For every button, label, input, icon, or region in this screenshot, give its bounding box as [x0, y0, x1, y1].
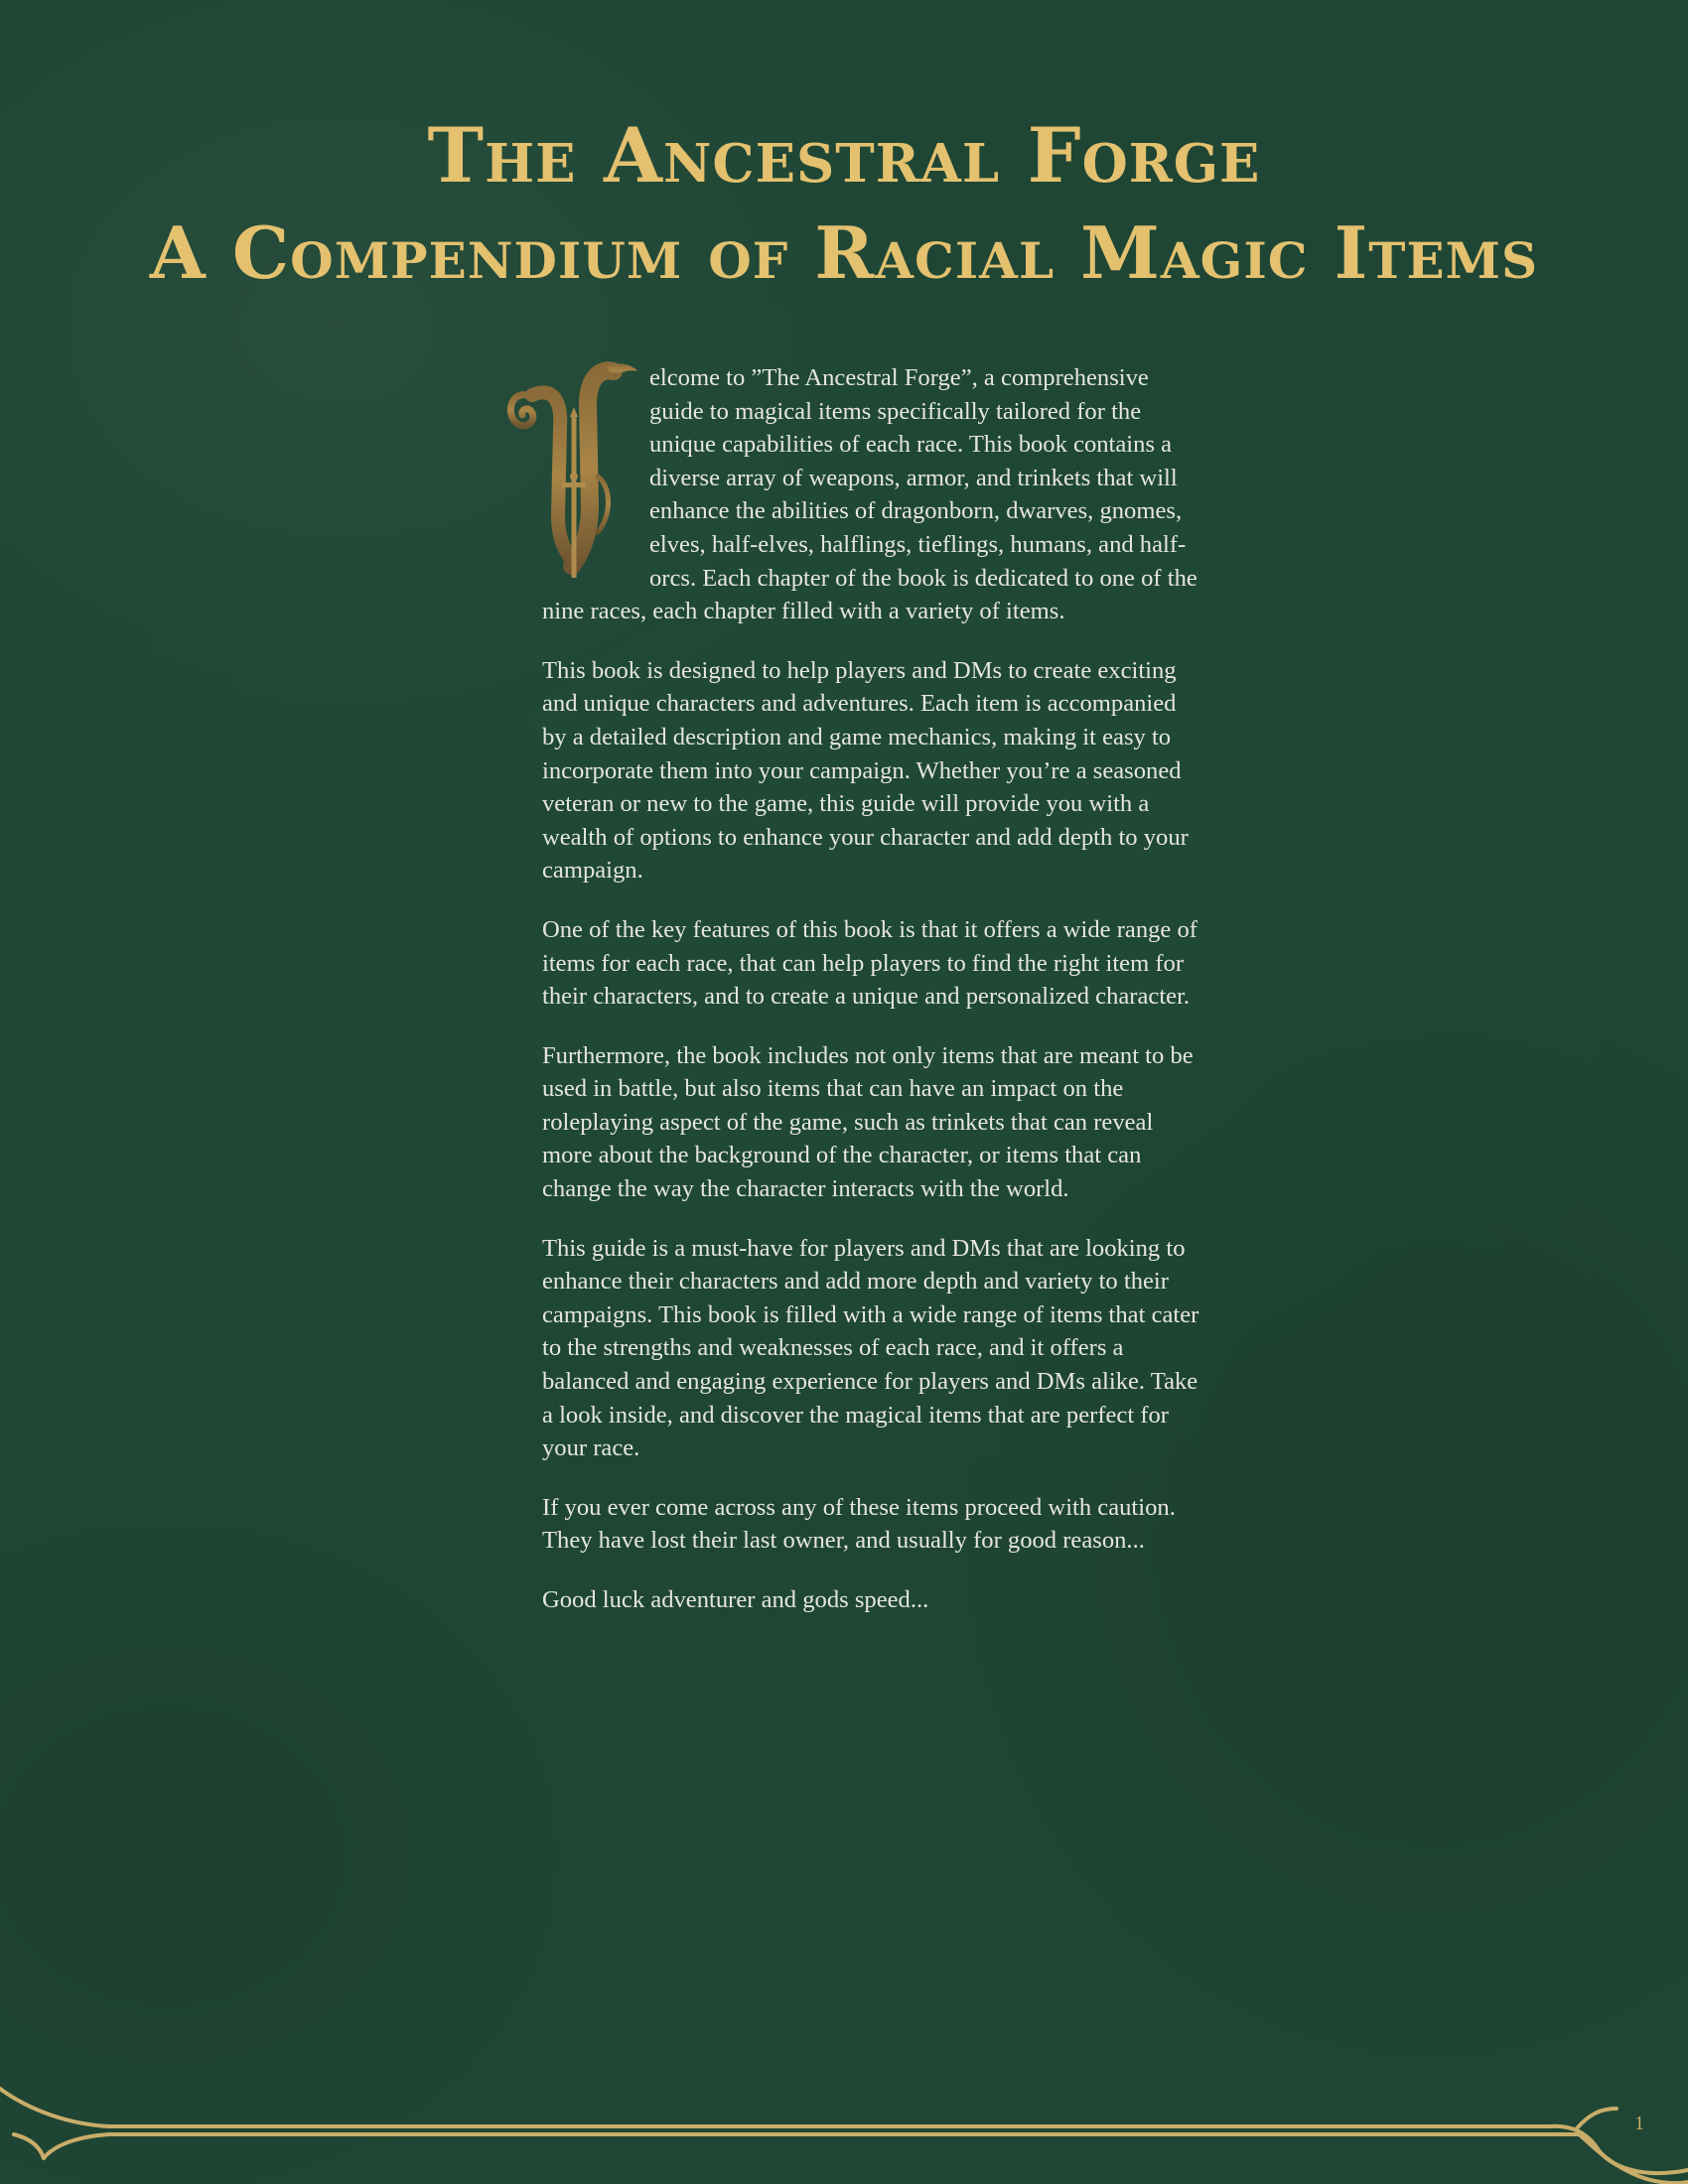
- page-number: 1: [1634, 2113, 1644, 2134]
- footer-ornament: [0, 2075, 1688, 2184]
- paragraph-4: Furthermore, the book includes not only items that are meant to be used in battle, but also items that can have an impact on the roleplaying aspect of the game, such as trinkets that can reveal more about the background of the character, or items that can change the way the character interacts with the world.: [542, 1041, 1194, 1203]
- page-title: [0, 107, 1688, 302]
- paragraph-3: One of the key features of this book is that it offers a wide range of items for each race, that can help players to find the right item for their characters, and to create a unique and personalized character.: [542, 915, 1197, 1011]
- intro-text: [542, 361, 1205, 1643]
- paragraph-1: elcome to ”The Ancestral Forge”, a comprehensive guide to magical items specifically tailored for the unique capabilities of each race. This book contains a diverse array of weapons, armor, and trinkets that will enhance the abilities of dragonborn, dwarves, gnomes, elves, half-elves, halflings, tieflings, humans, and half-orcs. Each chapter of the book is dedicated to one of the nine races, each chapter filled with a variety of items.: [542, 364, 1197, 625]
- paragraph-6: If you ever come across any of these items proceed with caution. They have lost their last owner, and usually for good reason...: [542, 1493, 1176, 1555]
- paragraph-7: Good luck adventurer and gods speed...: [542, 1586, 929, 1613]
- paragraph-2: This book is designed to help players and DMs to create exciting and unique characters and adventures. Each item is accompanied by a detailed description and game mechanics, making it easy to incorporate them into your campaign. Whether you’re a seasoned veteran or new to the game, this guide will provide you with a wealth of options to enhance your character and add depth to your campaign.: [542, 656, 1189, 885]
- dropcap-w-sword-icon: [502, 357, 641, 582]
- paragraph-5: This guide is a must-have for players and DMs that are looking to enhance their characters and add more depth and variety to their campaigns. This book is filled with a wide range of items that cater to the strengths and weaknesses of each race, and it offers a balanced and engaging experience for players and DMs alike. Take a look inside, and discover the magical items that are perfect for your race.: [542, 1234, 1199, 1462]
- title-line-2: A Compendium of Racial Magic Items: [149, 210, 1539, 295]
- title-line-1: The Ancestral Forge: [427, 111, 1261, 200]
